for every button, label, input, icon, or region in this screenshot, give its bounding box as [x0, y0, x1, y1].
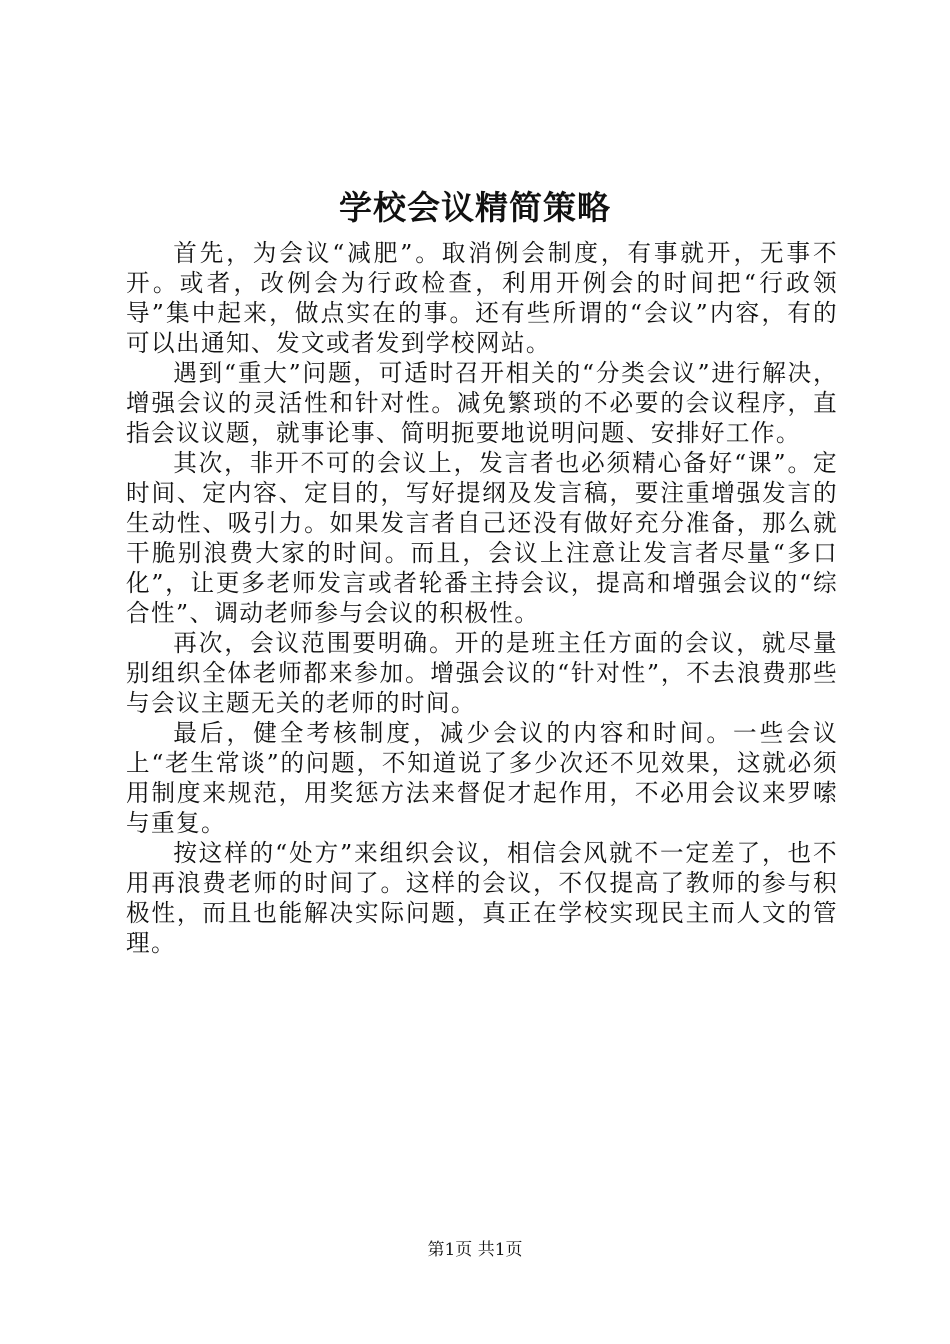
document-title: 学校会议精简策略 [339, 188, 611, 227]
paragraph-3: 其次，非开不可的会议上，发言者也必须精心备好“课”。定时间、定内容、定目的，写好提纲及发言稿，要注重增强发言的生动性、吸引力。如果发言者自己还没有做好充分准备，那么就干脆别浪费大家的时间。而且，会议上注意让发言者尽量“多口化”，让更多老师发言或者轮番主持会议，提高和增强会议的“综合性”、调动老师参与会议的积极性。 [126, 449, 838, 627]
paragraph-4: 再次，会议范围要明确。开的是班主任方面的会议，就尽量别组织全体老师都来参加。增强会议的“针对性”，不去浪费那些与会议主题无关的老师的时间。 [126, 629, 838, 717]
document-body [126, 238, 838, 958]
page-number-footer: 第1页 共1页 [427, 1240, 523, 1260]
paragraph-2: 遇到“重大”问题，可适时召开相关的“分类会议”进行解决，增强会议的灵活性和针对性。减免繁琐的不必要的会议程序，直指会议议题，就事论事、简明扼要地说明问题、安排好工作。 [126, 359, 838, 447]
paragraph-1: 首先，为会议“减肥”。取消例会制度，有事就开，无事不开。或者，改例会为行政检查，利用开例会的时间把“行政领导”集中起来，做点实在的事。还有些所谓的“会议”内容，有的可以出通知、发文或者发到学校网站。 [126, 239, 838, 357]
paragraph-5: 最后，健全考核制度，减少会议的内容和时间。一些会议上“老生常谈”的问题，不知道说了多少次还不见效果，这就必须用制度来规范，用奖惩方法来督促才起作用，不必用会议来罗嗦与重复。 [126, 719, 838, 837]
paragraph-6: 按这样的“处方”来组织会议，相信会风就不一定差了，也不用再浪费老师的时间了。这样的会议，不仅提高了教师的参与积极性，而且也能解决实际问题，真正在学校实现民主而人文的管理。 [126, 839, 838, 957]
